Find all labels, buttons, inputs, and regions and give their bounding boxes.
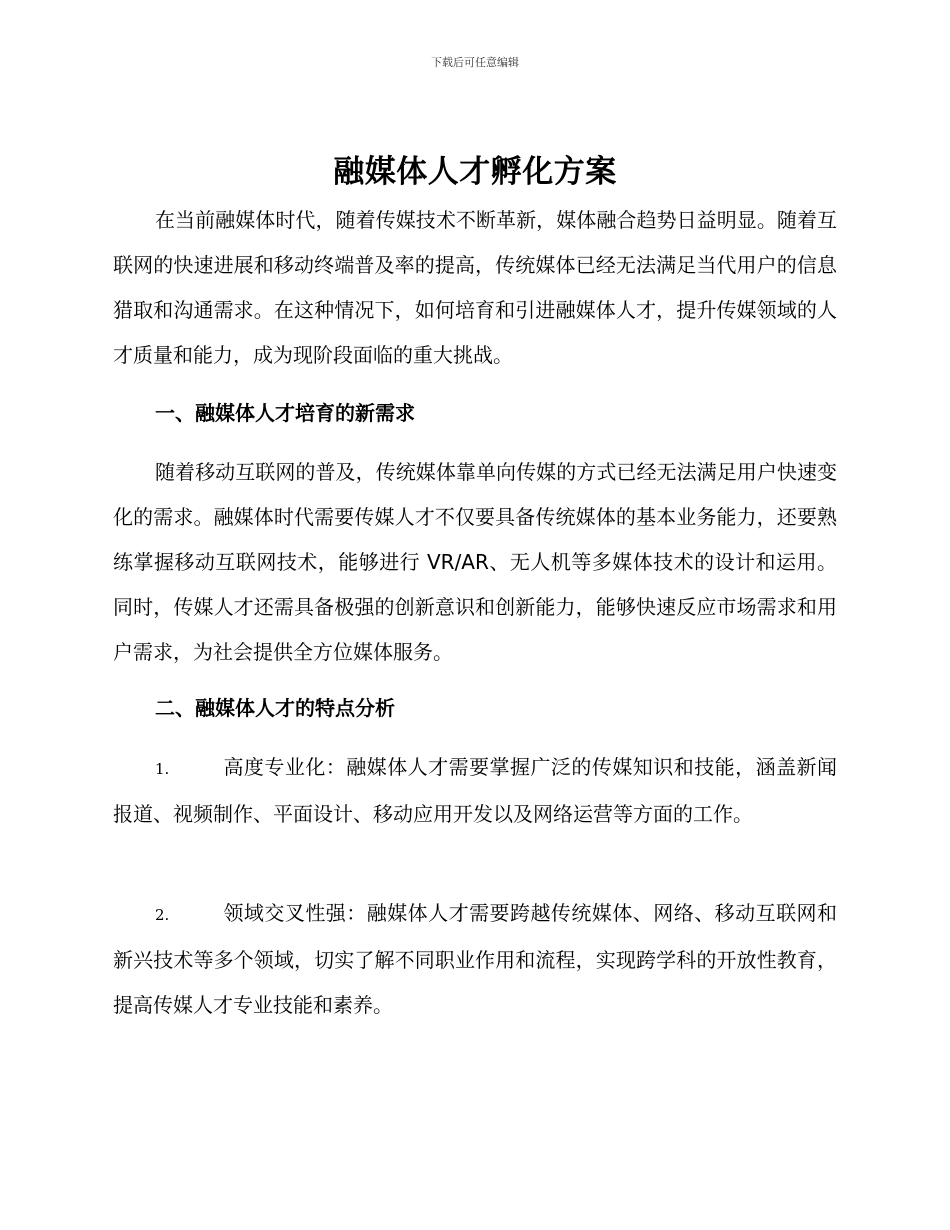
section-1-heading: 一、融媒体人才培育的新需求 (155, 401, 415, 425)
list-item (113, 745, 837, 837)
section-2-heading: 二、融媒体人才的特点分析 (155, 696, 395, 720)
list-item-text: 高度专业化：融媒体人才需要掌握广泛的传媒知识和技能，涵盖新闻报道、视频制作、平面设计、移动应用开发以及网络运营等方面的工作。 (113, 755, 837, 826)
list-item-number: 1. (155, 760, 170, 778)
section-1-paragraph: 随着移动互联网的普及，传统媒体靠单向传媒的方式已经无法满足用户快速变化的需求。融媒体时代需要传媒人才不仅要具备传统媒体的基本业务能力，还要熟练掌握移动互联网技术，能够进行 VR/AR、无人机等多媒体技术的设计和运用。同时，传媒人才还需具备极强的创新意识和创新能力，能够快速反应市场需求和用户需求，为社会提供全方位媒体服务。 (113, 460, 837, 664)
list-item (113, 891, 837, 1028)
list-item-text: 领域交叉性强：融媒体人才需要跨越传统媒体、网络、移动互联网和新兴技术等多个领域，切实了解不同职业作用和流程，实现跨学科的开放性教育，提高传媒人才专业技能和素养。 (113, 901, 837, 1017)
header-note: 下载后可任意编辑 (431, 56, 519, 69)
list-item-number: 2. (155, 906, 170, 924)
intro-paragraph: 在当前融媒体时代，随着传媒技术不断革新，媒体融合趋势日益明显。随着互联网的快速进展和移动终端普及率的提高，传统媒体已经无法满足当代用户的信息猎取和沟通需求。在这种情况下，如何培育和引进融媒体人才，提升传媒领域的人才质量和能力，成为现阶段面临的重大挑战。 (113, 208, 837, 367)
document-title: 融媒体人才孵化方案 (333, 154, 617, 190)
